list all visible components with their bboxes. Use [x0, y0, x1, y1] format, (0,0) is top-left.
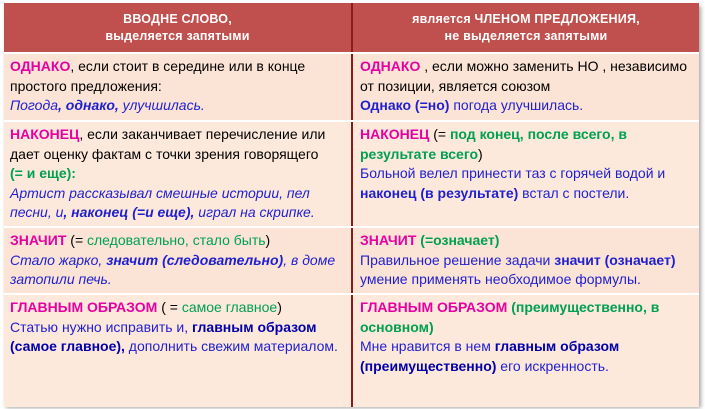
example-text: Больной велел принести таз с горячей водой и — [360, 165, 666, 181]
rule-text: , если можно заменить НО , независимо от позиции, является союзом — [360, 58, 688, 94]
table-row — [4, 120, 699, 226]
example-highlight: , однако, — [58, 97, 119, 113]
paren: ( = — [157, 299, 182, 315]
example-text: улучшилась. — [118, 97, 205, 113]
paren: (= — [66, 232, 88, 248]
term: НАКОНЕЦ — [10, 126, 80, 142]
example-text: Правильное решение задачи — [360, 251, 555, 268]
row3-left-cell — [4, 228, 351, 293]
row2-left-cell — [4, 122, 351, 226]
example-highlight: Однако (=но) — [360, 97, 450, 113]
term: ОДНАКО — [10, 58, 71, 74]
term: ЗНАЧИТ — [360, 232, 417, 248]
row3-right-cell — [351, 228, 699, 293]
synonym: (=означает) — [416, 232, 500, 248]
term: НАКОНЕЦ — [360, 126, 430, 142]
header-right — [351, 3, 699, 52]
synonym: под конец, после всего, в результате всего — [360, 126, 627, 162]
synonym: (преимущественно, в основном) — [360, 299, 660, 335]
header-left — [4, 3, 351, 52]
synonym: следовательно, стало быть — [87, 232, 266, 248]
table-header — [4, 3, 699, 52]
paren: ) — [277, 299, 282, 315]
example-text: играл на скрипке. — [194, 204, 315, 220]
example-text: Стало жарко, — [10, 251, 107, 268]
example-text: , в доме затопили печь. — [10, 251, 336, 287]
synonym: (= и еще): — [10, 165, 76, 181]
paren: (= — [429, 126, 450, 142]
row1-right-cell — [351, 54, 699, 120]
table-row — [4, 293, 699, 407]
example-highlight: значит (означает) — [554, 251, 676, 268]
term: ОДНАКО — [360, 58, 421, 74]
row1-left-cell — [4, 54, 351, 120]
example-highlight: главным образом (самое главное), — [10, 318, 317, 354]
paren: ) — [265, 232, 271, 248]
table-row — [4, 52, 699, 120]
example-text: погода улучшилась. — [449, 97, 584, 113]
example-text: Погода — [10, 97, 58, 113]
example-highlight: главным образом (преимущественно) — [360, 338, 620, 374]
term: ГЛАВНЫМ ОБРАЗОМ — [10, 299, 158, 315]
table-row — [4, 226, 699, 293]
header-left-subtitle: выделяется запятыми — [105, 28, 250, 43]
row2-right-cell — [351, 122, 699, 226]
example-highlight: наконец (в результате) — [360, 184, 519, 201]
example-highlight: , наконец (=и еще), — [63, 204, 195, 220]
term: ЗНАЧИТ — [10, 232, 67, 248]
rule-text: , если стоит в середине или в конце простого предложения: — [10, 58, 306, 94]
example-text: Статью нужно исправить и, — [10, 318, 193, 335]
comparison-table — [4, 3, 699, 405]
row4-right-cell — [351, 295, 699, 407]
example-highlight: значит (следовательно) — [106, 251, 284, 268]
rule-text: , если заканчивает перечисление или дает оценку фактам с точки зрения говорящего — [10, 126, 326, 162]
example-text: дополнить свежим материалом. — [124, 338, 338, 354]
example-text: Артист рассказывал смешные истории, пел песни, и — [10, 184, 310, 220]
example-text: встал с постели. — [518, 184, 630, 201]
header-left-title: ВВОДНЕ СЛОВО, — [123, 11, 232, 26]
header-right-subtitle: не выделяется запятыми — [444, 28, 608, 43]
row4-left-cell — [4, 295, 351, 407]
header-right-title: является ЧЛЕНОМ ПРЕДЛОЖЕНИЯ, — [412, 11, 640, 26]
paren: ) — [478, 145, 483, 162]
example-text: его искренность. — [496, 357, 609, 374]
synonym: самое главное — [181, 299, 278, 315]
term: ГЛАВНЫМ ОБРАЗОМ — [360, 299, 508, 315]
example-text: умение применять необходимое формулы. — [360, 271, 641, 287]
example-text: Мне нравится в нем — [360, 338, 495, 354]
